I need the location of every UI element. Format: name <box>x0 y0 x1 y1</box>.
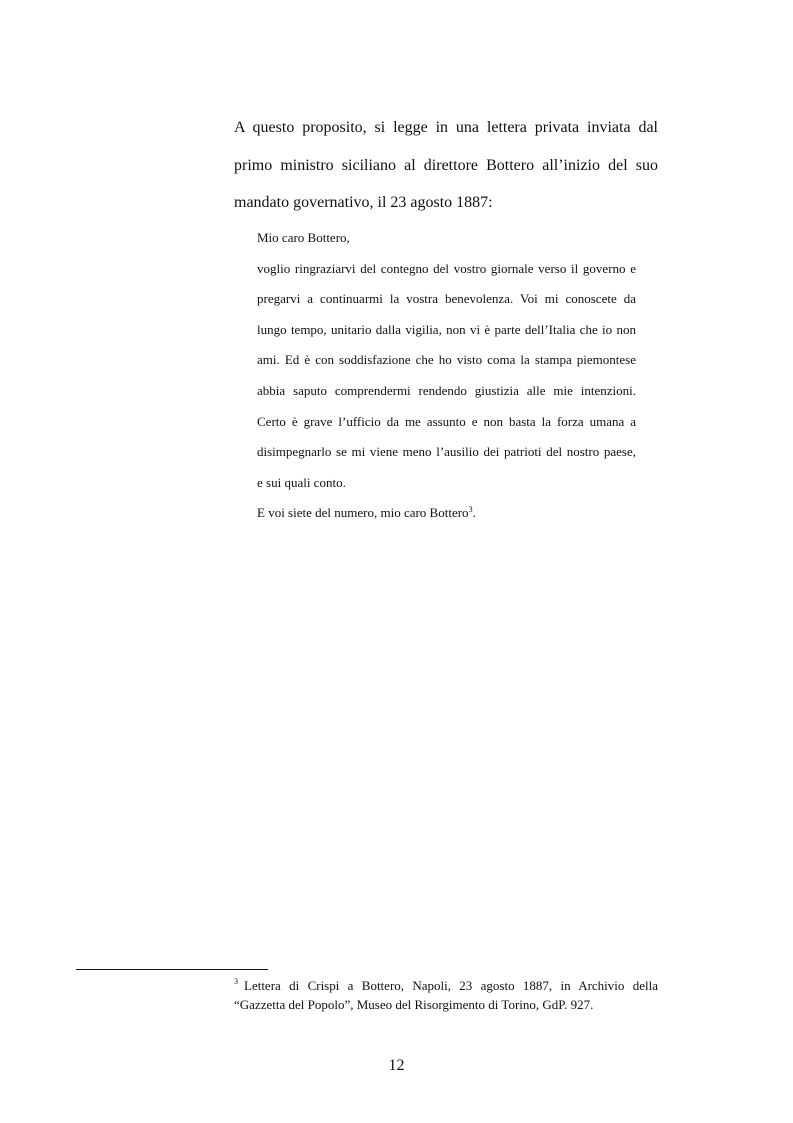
body-line: A questo proposito, si legge in una lettera privata inviata dal <box>234 119 658 136</box>
footnote-reference[interactable]: 3 <box>468 505 473 515</box>
quote-line: disimpegnarlo se mi viene meno l’ausilio dei patrioti del nostro paese, <box>257 444 636 460</box>
footnote-text-1: Lettera di Crispi a Bottero, Napoli, 23 agosto 1887, in Archivio della <box>244 978 658 993</box>
footnote-line <box>234 976 658 995</box>
body-paragraph <box>234 109 658 222</box>
quote-line: voglio ringraziarvi del contegno del vostro giornale verso il governo e <box>257 260 636 276</box>
quote-line: e sui quali conto. <box>257 474 346 490</box>
body-line: primo ministro siciliano al direttore Bottero all’inizio del suo <box>234 156 658 174</box>
quote-line: pregarvi a continuarmi la vostra benevolenza. Voi mi conoscete da <box>257 291 636 307</box>
footnote <box>234 976 658 1014</box>
quote-closing-end: . <box>472 505 476 521</box>
quote-line: Certo è grave l’ufficio da me assunto e non basta la forza umana a <box>257 413 636 429</box>
footnote-line: “Gazzetta del Popolo”, Museo del Risorgimento di Torino, GdP. 927. <box>234 997 594 1012</box>
body-line: mandato governativo, il 23 agosto 1887: <box>234 194 493 211</box>
quote-closing <box>257 498 636 529</box>
letter-quote <box>257 223 636 529</box>
quote-line: lungo tempo, unitario dalla vigilia, non vi è parte dell’Italia che io non <box>257 321 636 337</box>
footnote-marker: 3 <box>234 977 238 986</box>
quote-closing-text: E voi siete del numero, mio caro Bottero <box>257 505 469 521</box>
quote-line: ami. Ed è con soddisfazione che ho visto coma la stampa piemontese <box>257 352 636 368</box>
quote-line: abbia saputo comprendermi rendendo giustizia alle mie intenzioni. <box>257 382 636 398</box>
page-number: 12 <box>388 1057 405 1074</box>
footnote-divider <box>76 969 268 970</box>
quote-salutation: Mio caro Bottero, <box>257 230 350 245</box>
